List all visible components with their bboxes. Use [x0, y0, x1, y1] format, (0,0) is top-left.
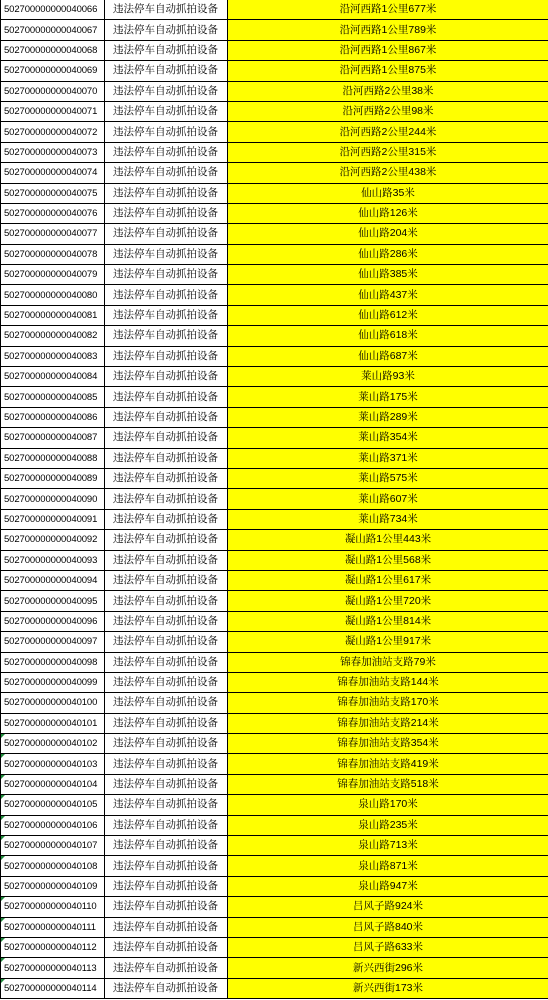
device-id-cell[interactable]: 502700000000040113 [1, 958, 105, 978]
device-type-cell[interactable]: 违法停车自动抓拍设备 [105, 285, 228, 305]
device-id-cell[interactable]: 502700000000040112 [1, 937, 105, 957]
table-row [1, 550, 548, 570]
table-row [1, 265, 548, 285]
device-type-cell[interactable]: 违法停车自动抓拍设备 [105, 61, 228, 81]
location-cell[interactable]: 锦春加油站支路518米 [228, 774, 548, 794]
device-id-cell[interactable]: 502700000000040088 [1, 448, 105, 468]
device-id-cell[interactable]: 502700000000040098 [1, 652, 105, 672]
location-cell[interactable]: 锦春加油站支路79米 [228, 652, 548, 672]
location-cell[interactable]: 仙山路35米 [228, 183, 548, 203]
table-row [1, 856, 548, 876]
table-row [1, 244, 548, 264]
table-row [1, 978, 548, 998]
table-row [1, 815, 548, 835]
device-id-cell[interactable]: 502700000000040106 [1, 815, 105, 835]
device-id-cell[interactable]: 502700000000040092 [1, 530, 105, 550]
table-row [1, 611, 548, 631]
device-id-cell[interactable]: 502700000000040109 [1, 876, 105, 896]
location-cell[interactable]: 锦春加油站支路354米 [228, 734, 548, 754]
device-id-cell[interactable]: 502700000000040072 [1, 122, 105, 142]
device-type-cell[interactable]: 违法停车自动抓拍设备 [105, 530, 228, 550]
device-id-cell[interactable]: 502700000000040071 [1, 101, 105, 121]
table-row [1, 428, 548, 448]
device-id-cell[interactable]: 502700000000040075 [1, 183, 105, 203]
table-row [1, 305, 548, 325]
location-cell[interactable]: 仙山路126米 [228, 203, 548, 223]
device-type-cell[interactable]: 违法停车自动抓拍设备 [105, 163, 228, 183]
device-type-cell[interactable]: 违法停车自动抓拍设备 [105, 550, 228, 570]
device-id-cell[interactable]: 502700000000040095 [1, 591, 105, 611]
table-row [1, 61, 548, 81]
table-row [1, 0, 548, 20]
table-row [1, 407, 548, 427]
table-row [1, 897, 548, 917]
device-type-cell[interactable]: 违法停车自动抓拍设备 [105, 815, 228, 835]
location-cell[interactable]: 吕风子路924米 [228, 897, 548, 917]
table-row [1, 836, 548, 856]
device-id-cell[interactable]: 502700000000040100 [1, 693, 105, 713]
device-id-cell[interactable]: 502700000000040081 [1, 305, 105, 325]
table-row [1, 122, 548, 142]
device-id-cell[interactable]: 502700000000040114 [1, 978, 105, 998]
device-id-cell[interactable]: 502700000000040083 [1, 346, 105, 366]
device-type-cell[interactable]: 违法停车自动抓拍设备 [105, 958, 228, 978]
device-id-cell[interactable]: 502700000000040097 [1, 632, 105, 652]
table-row [1, 509, 548, 529]
device-id-cell[interactable]: 502700000000040105 [1, 795, 105, 815]
device-id-cell[interactable]: 502700000000040096 [1, 611, 105, 631]
table-row [1, 163, 548, 183]
device-type-cell[interactable]: 违法停车自动抓拍设备 [105, 672, 228, 692]
location-cell[interactable]: 凝山路1公里443米 [228, 530, 548, 550]
location-cell[interactable]: 仙山路618米 [228, 326, 548, 346]
device-id-cell[interactable]: 502700000000040069 [1, 61, 105, 81]
device-id-cell[interactable]: 502700000000040094 [1, 570, 105, 590]
location-cell[interactable]: 沿河西路1公里875米 [228, 61, 548, 81]
location-cell[interactable]: 沿河西路1公里789米 [228, 20, 548, 40]
device-type-cell[interactable]: 违法停车自动抓拍设备 [105, 183, 228, 203]
device-type-cell[interactable]: 违法停车自动抓拍设备 [105, 632, 228, 652]
device-type-cell[interactable]: 违法停车自动抓拍设备 [105, 713, 228, 733]
table-row [1, 346, 548, 366]
table-row [1, 530, 548, 550]
device-id-cell[interactable]: 502700000000040089 [1, 468, 105, 488]
table-row [1, 326, 548, 346]
device-id-cell[interactable]: 502700000000040110 [1, 897, 105, 917]
location-cell[interactable]: 仙山路437米 [228, 285, 548, 305]
table-row [1, 876, 548, 896]
location-cell[interactable]: 沿河西路2公里315米 [228, 142, 548, 162]
device-type-cell[interactable]: 违法停车自动抓拍设备 [105, 693, 228, 713]
device-id-cell[interactable]: 502700000000040087 [1, 428, 105, 448]
device-type-cell[interactable]: 违法停车自动抓拍设备 [105, 836, 228, 856]
table-row [1, 652, 548, 672]
location-cell[interactable]: 莱山路607米 [228, 489, 548, 509]
device-id-cell[interactable]: 502700000000040076 [1, 203, 105, 223]
device-type-cell[interactable]: 违法停车自动抓拍设备 [105, 856, 228, 876]
device-id-cell[interactable]: 502700000000040091 [1, 509, 105, 529]
table-row [1, 285, 548, 305]
device-type-cell[interactable]: 违法停车自动抓拍设备 [105, 754, 228, 774]
device-type-cell[interactable]: 违法停车自动抓拍设备 [105, 509, 228, 529]
location-cell[interactable]: 新兴西街173米 [228, 978, 548, 998]
device-type-cell[interactable]: 违法停车自动抓拍设备 [105, 937, 228, 957]
device-type-cell[interactable]: 违法停车自动抓拍设备 [105, 734, 228, 754]
location-cell[interactable]: 仙山路286米 [228, 244, 548, 264]
device-id-cell[interactable]: 502700000000040085 [1, 387, 105, 407]
device-type-cell[interactable]: 违法停车自动抓拍设备 [105, 40, 228, 60]
device-id-cell[interactable]: 502700000000040104 [1, 774, 105, 794]
table-row [1, 672, 548, 692]
table-row [1, 570, 548, 590]
device-type-cell[interactable]: 违法停车自动抓拍设备 [105, 978, 228, 998]
location-cell[interactable]: 莱山路371米 [228, 448, 548, 468]
location-cell[interactable]: 仙山路687米 [228, 346, 548, 366]
device-type-cell[interactable]: 违法停车自动抓拍设备 [105, 101, 228, 121]
device-type-cell[interactable]: 违法停车自动抓拍设备 [105, 81, 228, 101]
device-type-cell[interactable]: 违法停车自动抓拍设备 [105, 795, 228, 815]
location-cell[interactable]: 锦春加油站支路419米 [228, 754, 548, 774]
table-row [1, 632, 548, 652]
device-type-cell[interactable]: 违法停车自动抓拍设备 [105, 203, 228, 223]
device-id-cell[interactable]: 502700000000040070 [1, 81, 105, 101]
device-type-cell[interactable]: 违法停车自动抓拍设备 [105, 489, 228, 509]
device-id-cell[interactable]: 502700000000040079 [1, 265, 105, 285]
device-type-cell[interactable]: 违法停车自动抓拍设备 [105, 652, 228, 672]
device-id-cell[interactable]: 502700000000040067 [1, 20, 105, 40]
table-row [1, 795, 548, 815]
device-type-cell[interactable]: 违法停车自动抓拍设备 [105, 367, 228, 387]
device-id-cell[interactable]: 502700000000040078 [1, 244, 105, 264]
device-id-cell[interactable]: 502700000000040111 [1, 917, 105, 937]
location-cell[interactable]: 泉山路713米 [228, 836, 548, 856]
table-row [1, 754, 548, 774]
device-id-cell[interactable]: 502700000000040107 [1, 836, 105, 856]
device-id-cell[interactable]: 502700000000040080 [1, 285, 105, 305]
location-cell[interactable]: 新兴西街296米 [228, 958, 548, 978]
location-cell[interactable]: 莱山路175米 [228, 387, 548, 407]
device-type-cell[interactable]: 违法停车自动抓拍设备 [105, 570, 228, 590]
location-cell[interactable]: 泉山路947米 [228, 876, 548, 896]
location-cell[interactable]: 仙山路204米 [228, 224, 548, 244]
location-cell[interactable]: 泉山路235米 [228, 815, 548, 835]
location-cell[interactable]: 凝山路1公里917米 [228, 632, 548, 652]
location-cell[interactable]: 凝山路1公里617米 [228, 570, 548, 590]
device-id-cell[interactable]: 502700000000040103 [1, 754, 105, 774]
device-type-cell[interactable]: 违法停车自动抓拍设备 [105, 142, 228, 162]
device-type-cell[interactable]: 违法停车自动抓拍设备 [105, 387, 228, 407]
location-cell[interactable]: 莱山路575米 [228, 468, 548, 488]
device-type-cell[interactable]: 违法停车自动抓拍设备 [105, 468, 228, 488]
table-row [1, 937, 548, 957]
device-type-cell[interactable]: 违法停车自动抓拍设备 [105, 611, 228, 631]
table-row [1, 448, 548, 468]
table-row [1, 81, 548, 101]
table-row [1, 489, 548, 509]
location-cell[interactable]: 锦春加油站支路170米 [228, 693, 548, 713]
location-cell[interactable]: 莱山路289米 [228, 407, 548, 427]
location-cell[interactable]: 沿河西路2公里244米 [228, 122, 548, 142]
device-id-cell[interactable]: 502700000000040090 [1, 489, 105, 509]
device-type-cell[interactable]: 违法停车自动抓拍设备 [105, 346, 228, 366]
device-id-cell[interactable]: 502700000000040082 [1, 326, 105, 346]
table-row [1, 142, 548, 162]
table-row [1, 958, 548, 978]
device-id-cell[interactable]: 502700000000040099 [1, 672, 105, 692]
device-id-cell[interactable]: 502700000000040066 [1, 0, 105, 20]
location-cell[interactable]: 锦春加油站支路144米 [228, 672, 548, 692]
location-cell[interactable]: 沿河西路1公里867米 [228, 40, 548, 60]
location-cell[interactable]: 泉山路170米 [228, 795, 548, 815]
table-row [1, 387, 548, 407]
location-cell[interactable]: 莱山路93米 [228, 367, 548, 387]
table-row [1, 203, 548, 223]
location-cell[interactable]: 沿河西路2公里38米 [228, 81, 548, 101]
location-cell[interactable]: 沿河西路2公里438米 [228, 163, 548, 183]
device-type-cell[interactable]: 违法停车自动抓拍设备 [105, 897, 228, 917]
table-row [1, 468, 548, 488]
table-row [1, 40, 548, 60]
location-cell[interactable]: 锦春加油站支路214米 [228, 713, 548, 733]
device-type-cell[interactable]: 违法停车自动抓拍设备 [105, 407, 228, 427]
device-id-cell[interactable]: 502700000000040068 [1, 40, 105, 60]
table-row [1, 367, 548, 387]
device-type-cell[interactable]: 违法停车自动抓拍设备 [105, 305, 228, 325]
location-cell[interactable]: 吕风子路840米 [228, 917, 548, 937]
location-cell[interactable]: 沿河西路2公里98米 [228, 101, 548, 121]
table-row [1, 774, 548, 794]
device-id-cell[interactable]: 502700000000040093 [1, 550, 105, 570]
location-cell[interactable]: 吕风子路633米 [228, 937, 548, 957]
location-cell[interactable]: 泉山路871米 [228, 856, 548, 876]
location-cell[interactable]: 凝山路1公里814米 [228, 611, 548, 631]
device-type-cell[interactable]: 违法停车自动抓拍设备 [105, 244, 228, 264]
device-id-cell[interactable]: 502700000000040102 [1, 734, 105, 754]
table-row [1, 101, 548, 121]
table-row [1, 734, 548, 754]
location-cell[interactable]: 沿河西路1公里677米 [228, 0, 548, 20]
device-type-cell[interactable]: 违法停车自动抓拍设备 [105, 0, 228, 20]
location-cell[interactable]: 仙山路612米 [228, 305, 548, 325]
table-row [1, 183, 548, 203]
table-row [1, 591, 548, 611]
device-type-cell[interactable]: 违法停车自动抓拍设备 [105, 428, 228, 448]
location-cell[interactable]: 凝山路1公里720米 [228, 591, 548, 611]
table-row [1, 20, 548, 40]
table-row [1, 224, 548, 244]
device-type-cell[interactable]: 违法停车自动抓拍设备 [105, 448, 228, 468]
location-cell[interactable]: 凝山路1公里568米 [228, 550, 548, 570]
location-cell[interactable]: 莱山路734米 [228, 509, 548, 529]
device-id-cell[interactable]: 502700000000040077 [1, 224, 105, 244]
device-type-cell[interactable]: 违法停车自动抓拍设备 [105, 122, 228, 142]
device-type-cell[interactable]: 违法停车自动抓拍设备 [105, 591, 228, 611]
device-type-cell[interactable]: 违法停车自动抓拍设备 [105, 265, 228, 285]
device-id-cell[interactable]: 502700000000040084 [1, 367, 105, 387]
device-id-cell[interactable]: 502700000000040074 [1, 163, 105, 183]
location-cell[interactable]: 仙山路385米 [228, 265, 548, 285]
device-type-cell[interactable]: 违法停车自动抓拍设备 [105, 326, 228, 346]
device-type-cell[interactable]: 违法停车自动抓拍设备 [105, 224, 228, 244]
device-id-cell[interactable]: 502700000000040073 [1, 142, 105, 162]
table-row [1, 693, 548, 713]
device-id-cell[interactable]: 502700000000040086 [1, 407, 105, 427]
device-id-cell[interactable]: 502700000000040108 [1, 856, 105, 876]
table-row [1, 713, 548, 733]
device-type-cell[interactable]: 违法停车自动抓拍设备 [105, 876, 228, 896]
table-row [1, 917, 548, 937]
device-type-cell[interactable]: 违法停车自动抓拍设备 [105, 774, 228, 794]
table-body [1, 0, 548, 999]
device-id-cell[interactable]: 502700000000040101 [1, 713, 105, 733]
device-type-cell[interactable]: 违法停车自动抓拍设备 [105, 917, 228, 937]
location-cell[interactable]: 莱山路354米 [228, 428, 548, 448]
device-type-cell[interactable]: 违法停车自动抓拍设备 [105, 20, 228, 40]
